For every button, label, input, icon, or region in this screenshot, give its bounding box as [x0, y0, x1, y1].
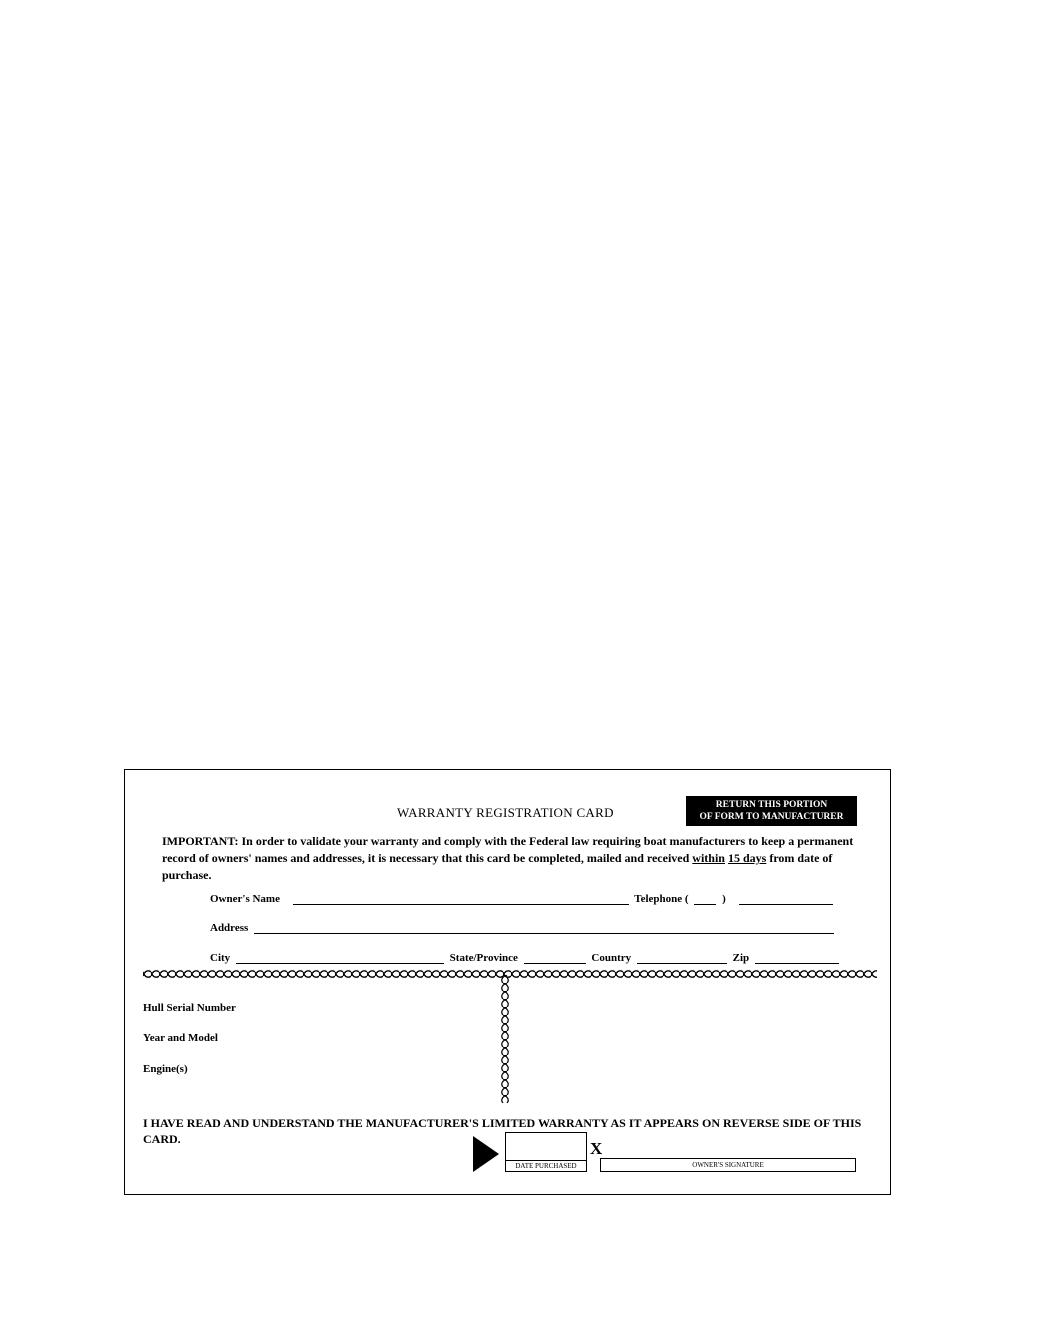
- year-model-label: Year and Model: [143, 1032, 218, 1044]
- important-notice: [162, 833, 862, 884]
- date-purchased-label: DATE PURCHASED: [506, 1160, 586, 1171]
- address-field[interactable]: [254, 922, 834, 934]
- owners-name-label: Owner's Name: [210, 893, 280, 905]
- country-field[interactable]: [637, 952, 727, 964]
- zip-label: Zip: [732, 952, 750, 964]
- rope-divider-vertical: [500, 975, 510, 1103]
- address-label: Address: [210, 922, 249, 934]
- telephone-close: ): [722, 893, 726, 905]
- address-row: [210, 922, 837, 934]
- telephone-label: Telephone (: [634, 893, 689, 905]
- owners-name-field[interactable]: [293, 893, 629, 905]
- important-text: In order to validate your warranty and comply with the Federal law requiring boat manufacturers to keep a permanent record of owners' names and addresses, it is necessary that this card be completed, mailed and received: [162, 834, 854, 865]
- owners-signature-box[interactable]: [600, 1158, 856, 1172]
- area-code-field[interactable]: [694, 893, 716, 905]
- return-notice: [686, 796, 857, 826]
- owner-row: [210, 893, 836, 905]
- engines-label: Engine(s): [143, 1063, 188, 1075]
- rope-divider-horizontal: [143, 969, 877, 979]
- warranty-card: [124, 769, 891, 1195]
- signature-x-mark: X: [590, 1139, 603, 1158]
- return-line-1: RETURN THIS PORTION: [715, 800, 828, 810]
- city-field[interactable]: [236, 952, 444, 964]
- important-lead: IMPORTANT:: [162, 834, 239, 848]
- within-text: within: [692, 851, 725, 865]
- state-field[interactable]: [524, 952, 586, 964]
- date-purchased-box[interactable]: [505, 1132, 587, 1172]
- arrow-pointer-icon: [473, 1136, 499, 1172]
- days-text: 15 days: [727, 851, 767, 865]
- owners-signature-label: OWNER'S SIGNATURE: [692, 1161, 764, 1169]
- country-label: Country: [591, 952, 632, 964]
- hull-serial-label: Hull Serial Number: [143, 1002, 236, 1014]
- return-line-2: OF FORM TO MANUFACTURER: [699, 812, 844, 822]
- state-label: State/Province: [449, 952, 518, 964]
- telephone-field[interactable]: [739, 893, 833, 905]
- warranty-statement: I HAVE READ AND UNDERSTAND THE MANUFACTURER'S LIMITED WARRANTY AS IT APPEARS ON REVERSE SIDE OF THIS CARD.: [143, 1116, 862, 1146]
- zip-field[interactable]: [755, 952, 839, 964]
- card-title: WARRANTY REGISTRATION CARD: [397, 805, 614, 820]
- city-label: City: [210, 952, 231, 964]
- city-row: [210, 952, 842, 964]
- from-date-text: from date of purchase.: [162, 851, 833, 882]
